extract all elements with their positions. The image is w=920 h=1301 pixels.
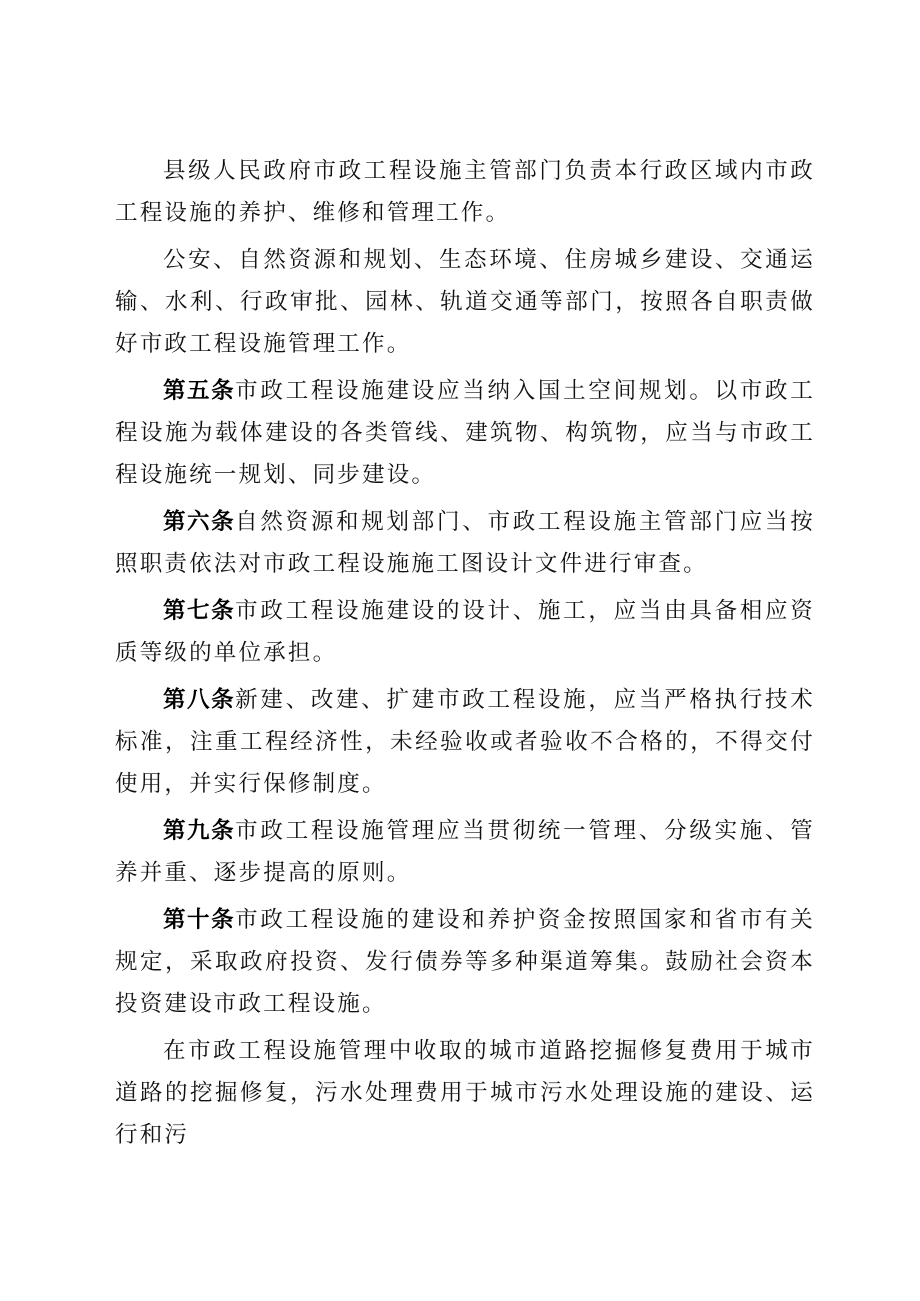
paragraph-text: 公安、自然资源和规划、生态环境、住房城乡建设、交通运输、水利、行政审批、园林、轨道交通等部门，按照各自职责做好市政工程设施管理工作。: [115, 247, 815, 357]
document-body: [115, 150, 815, 1161]
article-number: 第六条: [163, 509, 236, 535]
paragraph-text: 县级人民政府市政工程设施主管部门负责本行政区域内市政工程设施的养护、维修和管理工作。: [115, 158, 815, 226]
article-paragraph: [115, 679, 815, 805]
article-number: 第十条: [163, 907, 236, 933]
article-number: 第九条: [163, 818, 236, 844]
paragraph-text: 市政工程设施建设应当纳入国土空间规划。以市政工程设施为载体建设的各类管线、建筑物、构筑物，应当与市政工程设施统一规划、同步建设。: [115, 378, 815, 488]
article-paragraph: [115, 590, 815, 674]
article-paragraph: [115, 810, 815, 894]
article-paragraph: [115, 501, 815, 585]
article-number: 第八条: [163, 687, 236, 713]
paragraph-text: 新建、改建、扩建市政工程设施，应当严格执行技术标准，注重工程经济性，未经验收或者验收不合格的，不得交付使用，并实行保修制度。: [115, 687, 815, 797]
paragraph-text: 市政工程设施的建设和养护资金按照国家和省市有关规定，采取政府投资、发行债券等多种渠道筹集。鼓励社会资本投资建设市政工程设施。: [115, 907, 815, 1017]
article-number: 第五条: [163, 378, 236, 404]
paragraph: [115, 239, 815, 365]
paragraph-text: 自然资源和规划部门、市政工程设施主管部门应当按照职责依法对市政工程设施施工图设计文件进行审查。: [115, 509, 815, 577]
paragraph-text: 在市政工程设施管理中收取的城市道路挖掘修复费用于城市道路的挖掘修复，污水处理费用于城市污水处理设施的建设、运行和污: [115, 1038, 815, 1148]
paragraph-text: 市政工程设施管理应当贯彻统一管理、分级实施、管养并重、逐步提高的原则。: [115, 818, 815, 886]
article-paragraph: [115, 899, 815, 1025]
paragraph: [115, 1030, 815, 1156]
paragraph-text: 市政工程设施建设的设计、施工，应当由具备相应资质等级的单位承担。: [115, 598, 815, 666]
article-paragraph: [115, 370, 815, 496]
article-number: 第七条: [163, 598, 236, 624]
paragraph: [115, 150, 815, 234]
